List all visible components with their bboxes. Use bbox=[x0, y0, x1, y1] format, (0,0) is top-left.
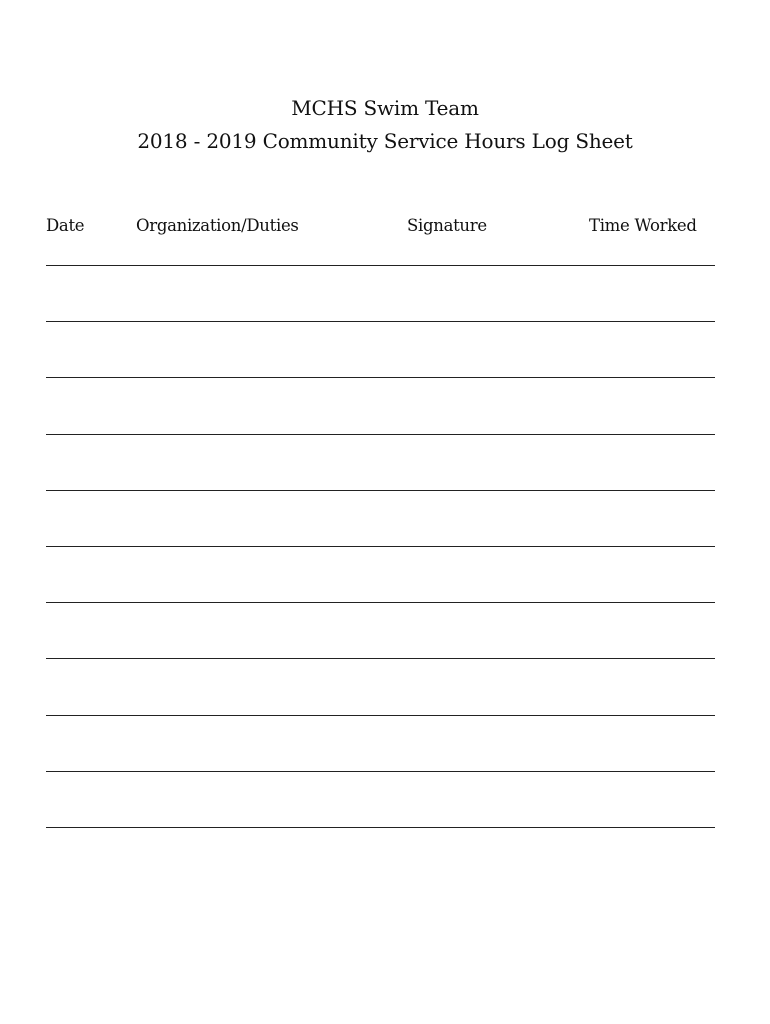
document-title: MCHS Swim Team bbox=[291, 96, 479, 120]
document-subtitle: 2018 - 2019 Community Service Hours Log Sheet bbox=[137, 129, 633, 153]
log-entry-line bbox=[46, 377, 715, 378]
log-entry-line bbox=[46, 715, 715, 716]
log-entry-line bbox=[46, 546, 715, 547]
log-entry-line bbox=[46, 490, 715, 491]
column-header-signature: Signature bbox=[407, 216, 487, 235]
log-entry-line bbox=[46, 265, 715, 266]
column-header-organization: Organization/Duties bbox=[136, 216, 299, 235]
log-entry-line bbox=[46, 827, 715, 828]
column-header-time-worked: Time Worked bbox=[589, 216, 697, 235]
column-header-date: Date bbox=[46, 216, 85, 235]
log-entry-line bbox=[46, 321, 715, 322]
log-entry-line bbox=[46, 658, 715, 659]
log-entry-line bbox=[46, 434, 715, 435]
log-entry-line bbox=[46, 602, 715, 603]
log-entry-lines bbox=[46, 0, 715, 1024]
log-entry-line bbox=[46, 771, 715, 772]
